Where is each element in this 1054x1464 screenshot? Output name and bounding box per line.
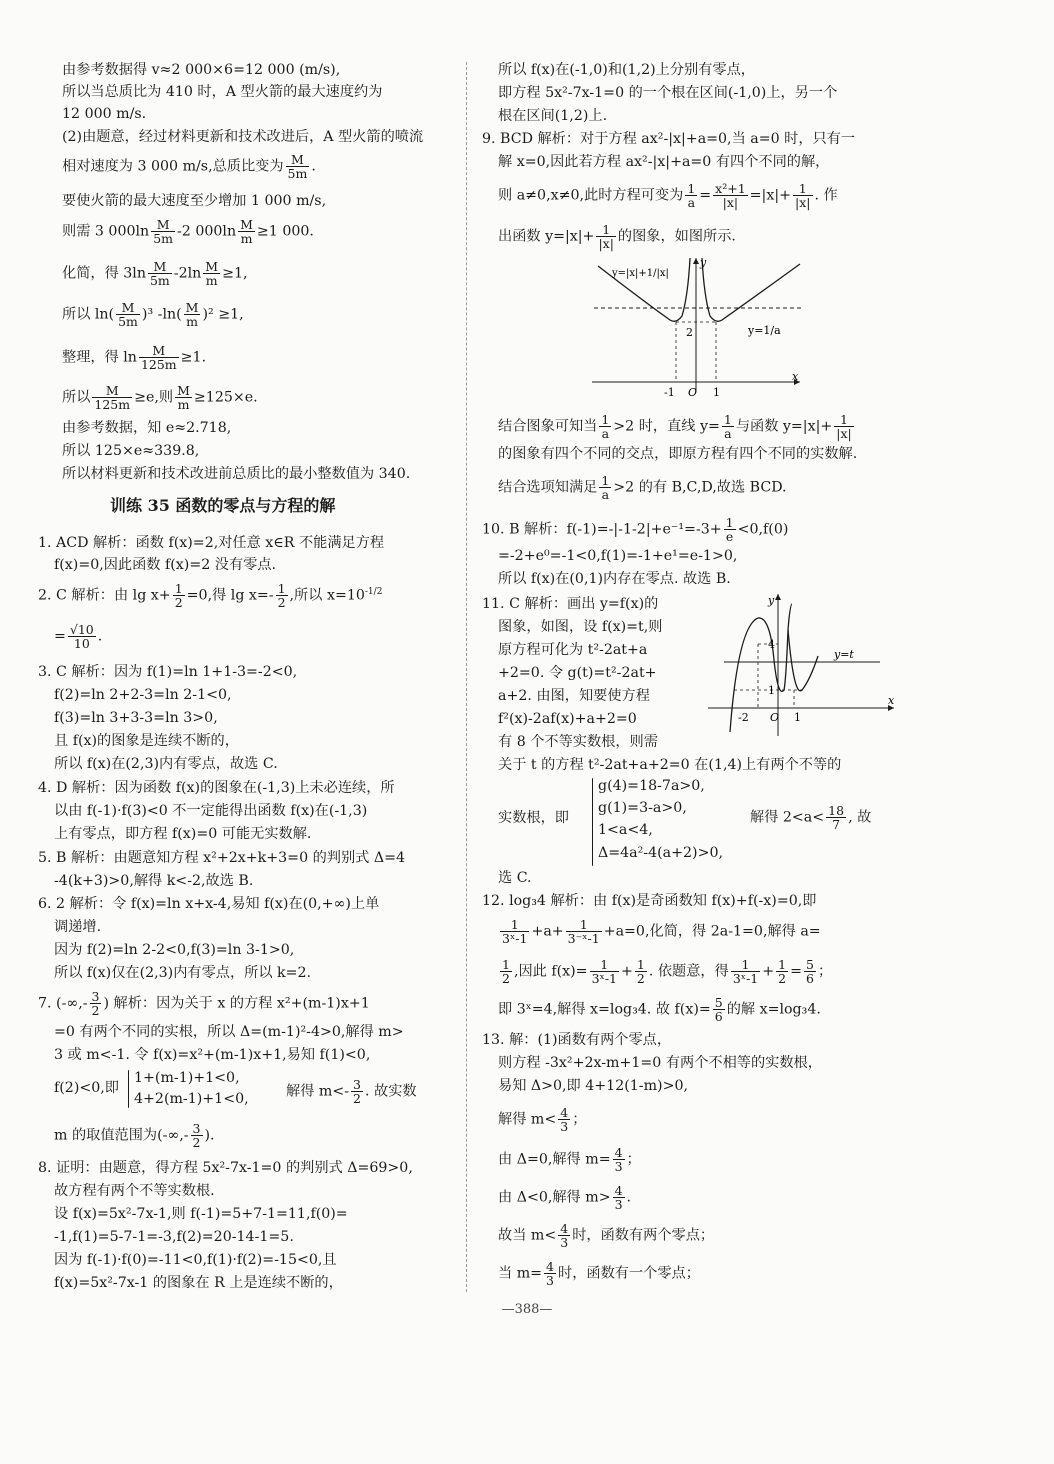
- svg-text:1: 1: [713, 386, 720, 396]
- figure-11-graph: [704, 590, 900, 740]
- text-line: =-2+e⁰=-1<0,f(1)=-1+e¹=e-1>0,: [498, 548, 738, 564]
- text-line: f(2)=ln 2+2-3=ln 2-1<0,: [54, 687, 232, 703]
- system-brace: [128, 1070, 129, 1108]
- text-line: 由 Δ<0,解得 m> $\frac{4}{3}$ .: [498, 1183, 632, 1212]
- text-line: 所以材料更新和技术改进前总质比的最小整数值为 340.: [62, 466, 411, 482]
- text-line: 则需 3 000ln $\frac{M}{5m}$ -2 000ln $\frac{M}{m}$ ≥1 000.: [62, 217, 314, 246]
- svg-text:x: x: [888, 694, 895, 707]
- svg-text:1: 1: [794, 711, 801, 724]
- text-line: 要使火箭的最大速度至少增加 1 000 m/s,: [62, 193, 327, 209]
- text-line: 所以 f(x)在(-1,0)和(1,2)上分别有零点，: [498, 62, 755, 78]
- y-axis-arrow: [775, 594, 781, 600]
- text-line: +2=0. 令 g(t)=t²-2at+: [498, 665, 657, 681]
- text-line: 原方程可化为 t²-2at+a: [498, 642, 648, 658]
- text-line: 根在区间(1,2)上.: [498, 108, 608, 124]
- text-line: = $\frac{√10}{10}$ .: [54, 622, 103, 651]
- text-line: (2)由题意，经过材料更新和技术改进后，A 型火箭的喷流: [62, 129, 424, 145]
- text-line: 6. 2 解析：令 f(x)=ln x+x-4,易知 f(x)在(0,+∞)上单: [38, 896, 380, 912]
- text-line: 解得 2<a< $\frac{18}{7}$ , 故: [750, 803, 872, 832]
- text-line: f(2)<0,即: [54, 1080, 119, 1096]
- text-line: f(x)=5x²-7x-1 的图象在 R 上是连续不断的，: [54, 1275, 343, 1291]
- page-number: —388—: [501, 1302, 553, 1317]
- text-line: Δ=4a²-4(a+2)>0,: [598, 845, 723, 861]
- text-line: 故方程有两个不等实数根.: [54, 1183, 215, 1199]
- text-line: 整理，得 ln $\frac{M}{125m}$ ≥1.: [62, 343, 207, 372]
- text-line: 实数根，即: [498, 810, 569, 826]
- text-line: 由参考数据得 v≈2 000×6=12 000 (m/s),: [62, 62, 341, 78]
- text-line: $\frac{1}{\text{3ˣ-1}}$ +a+ $\frac{1}{\text{3⁻ˣ-1}}$ +a=0,化简，得 2a-1=0,解得 a=: [502, 917, 821, 946]
- fraction: $\frac{M}{5m}$: [287, 152, 308, 181]
- text-line: 由参考数据，知 e≈2.718,: [62, 420, 232, 436]
- text-line: 所以当总质比为 410 时，A 型火箭的最大速度约为: [62, 84, 383, 100]
- text-line: -1,f(1)=5-7-1=-3,f(2)=20-14-1=5.: [54, 1229, 294, 1245]
- text-line: 由 Δ=0,解得 m= $\frac{4}{3}$ ；: [498, 1145, 641, 1174]
- text-line: 出函数 y=|x|+ $\frac{1}{|x|}$ 的图象，如图所示.: [498, 222, 736, 251]
- text-line: 所以 $\frac{M}{125m}$ ≥e,则 $\frac{M}{m}$ ≥125×e.: [62, 383, 258, 412]
- text-line: =0 有两个不同的实根，所以 Δ=(m-1)²-4>0,解得 m>: [54, 1024, 404, 1040]
- text-line: 相对速度为 3 000 m/s,总质比变为 $\frac{M}{5m}$ .: [62, 152, 316, 181]
- svg-text:O: O: [688, 386, 698, 396]
- text-line: 解 x=0,因此若方程 ax²-|x|+a=0 有四个不同的解，: [498, 154, 830, 170]
- svg-text:-1: -1: [664, 386, 675, 396]
- text-line: 且 f(x)的图象是连续不断的，: [54, 733, 239, 749]
- svg-text:y: y: [768, 594, 775, 607]
- text-line: g(4)=18-7a>0,: [598, 778, 705, 794]
- column-divider: [466, 62, 467, 1292]
- text-line: -4(k+3)>0,解得 k<-2,故选 B.: [54, 873, 254, 889]
- curve-right-branch: [702, 258, 800, 321]
- text-line: 所以 f(x)在(0,1)内存在零点. 故选 B.: [498, 571, 731, 587]
- text-line: 因为 f(2)=ln 2-2<0,f(3)=ln 3-1>0,: [54, 942, 295, 958]
- text-line: 4+2(m-1)+1<0,: [134, 1091, 249, 1107]
- svg-text:x: x: [792, 370, 799, 383]
- svg-text:1: 1: [768, 684, 775, 697]
- text-line: 10. B 解析：f(-1)=-|-1-2|+e⁻¹=-3+ $\frac{1}{e}$ <0,f(0): [482, 515, 789, 544]
- text-line: 11. C 解析：画出 y=f(x)的: [482, 596, 659, 612]
- text-line: 12 000 m/s.: [62, 106, 147, 122]
- text-line: 有 8 个不等实数根，则需: [498, 734, 658, 750]
- text-line: 8. 证明：由题意，得方程 5x²-7x-1=0 的判别式 Δ=69>0,: [38, 1160, 413, 1176]
- text-line: f(x)=0,因此函数 f(x)=2 没有零点.: [54, 557, 277, 573]
- text-line: m 的取值范围为(-∞,- $\frac{3}{2}$ ).: [54, 1121, 215, 1150]
- text-line: 12. log₃4 解析：由 f(x)是奇函数知 f(x)+f(-x)=0,即: [482, 893, 817, 909]
- text-line: 所以 f(x)在(2,3)内有零点，故选 C.: [54, 756, 278, 772]
- system-brace: [592, 778, 593, 866]
- text-line: 图象，如图，设 f(x)=t,则: [498, 619, 663, 635]
- line-label: y=t: [834, 648, 854, 661]
- text-line: 结合选项知满足 $\frac{1}{a}$ >2 的有 B,C,D,故选 BCD.: [498, 473, 787, 502]
- text-line: 易知 Δ>0,即 4+12(1-m)>0,: [498, 1078, 688, 1094]
- text-line: $\frac{1}{2}$ ,因此 f(x)= $\frac{1}{\text{3ˣ-1}}$ + $\frac{1}{2}$ . 依题意，得 $\frac{1}{\text{3ˣ-1}}$ + $\frac{1}{2}$ = $\frac{5}{6}$ ；: [502, 957, 833, 986]
- text-line: 以由 f(-1)·f(3)<0 不一定能得出函数 f(x)在(-1,3): [54, 803, 368, 819]
- figure-9-graph: [590, 256, 806, 396]
- text-line: f²(x)-2af(x)+a+2=0: [498, 711, 637, 727]
- text-line: 3 或 m<-1. 令 f(x)=x²+(m-1)x+1,易知 f(1)<0,: [54, 1047, 371, 1063]
- text-line: 上有零点，即方程 f(x)=0 可能无实数解.: [54, 826, 312, 842]
- text-line: 所以 f(x)仅在(2,3)内有零点，所以 k=2.: [54, 965, 312, 981]
- svg-text:O: O: [770, 711, 780, 724]
- text-line: 所以 ln( $\frac{M}{5m}$ )³ -ln( $\frac{M}{m}$ )² ≥1,: [62, 300, 244, 329]
- text-line: 解得 m<- $\frac{3}{2}$ . 故实数: [286, 1077, 417, 1106]
- svg-text:y: y: [700, 256, 707, 269]
- text-line: 故当 m< $\frac{4}{3}$ 时，函数有两个零点；: [498, 1221, 715, 1250]
- text-line: 所以 125×e≈339.8,: [62, 443, 200, 459]
- svg-text:-2: -2: [738, 711, 749, 724]
- text-line: 5. B 解析：由题意知方程 x²+2x+k+3=0 的判别式 Δ=4: [38, 850, 406, 866]
- text-line: 调递增.: [54, 919, 102, 935]
- text-line: 4. D 解析：因为函数 f(x)的图象在(-1,3)上未必连续，所: [38, 780, 395, 796]
- text-line: 3. C 解析：因为 f(1)=ln 1+1-3=-2<0,: [38, 664, 298, 680]
- text-line: 因为 f(-1)·f(0)=-11<0,f(1)·f(2)=-15<0,且: [54, 1252, 337, 1268]
- text-line: 1. ACD 解析：函数 f(x)=2,对任意 x∈R 不能满足方程: [38, 535, 385, 551]
- text-line: g(1)=3-a>0,: [598, 800, 687, 816]
- text-line: 结合图象可知当 $\frac{1}{a}$ >2 时，直线 y= $\frac{1}{a}$ 与函数 y=|x|+ $\frac{1}{|x|}$: [498, 412, 852, 441]
- text-line: 则 a≠0,x≠0,此时方程可变为 $\frac{1}{a}$ = $\frac{\text{x²+1}}{|x|}$ =|x|+ $\frac{1}{|x|}$ . 作: [498, 181, 838, 210]
- svg-text:4: 4: [768, 638, 775, 651]
- curve-label: y=|x|+1/|x|: [612, 268, 669, 279]
- text-line: 1<a<4,: [598, 822, 653, 838]
- text-line: 解得 m< $\frac{4}{3}$ ；: [498, 1105, 587, 1134]
- text-line: 当 m= $\frac{4}{3}$ 时，函数有一个零点；: [498, 1259, 700, 1288]
- line-label: y=1/a: [748, 324, 781, 337]
- text-line: 2. C 解析：由 lg x+ $\frac{1}{2}$ =0,得 lg x=- $\frac{1}{2}$ ,所以 $x=10^{-1/2}$: [38, 581, 383, 611]
- text-line: 即 3ˣ=4,解得 x=log₃4. 故 f(x)= $\frac{5}{6}$ 的解 x=log₃4.: [498, 995, 821, 1024]
- text-line: 9. BCD 解析：对于方程 ax²-|x|+a=0,当 a=0 时，只有一: [482, 131, 856, 147]
- text-line: 关于 t 的方程 t²-2at+a+2=0 在(1,4)上有两个不等的: [498, 757, 842, 773]
- text-line: 的图象有四个不同的交点，即原方程有四个不同的实数解.: [498, 446, 858, 462]
- text-line: 13. 解：(1)函数有两个零点，: [482, 1032, 672, 1048]
- text-line: f(3)=ln 3+3-3=ln 3>0,: [54, 710, 218, 726]
- y-axis-arrow: [693, 258, 699, 264]
- text-line: a+2. 由图，知要使方程: [498, 688, 650, 704]
- text-line: 化简，得 3ln $\frac{M}{5m}$ -2ln $\frac{M}{m}$ ≥1,: [62, 259, 248, 288]
- text-line: 即方程 5x²-7x-1=0 的一个根在区间(-1,0)上，另一个: [498, 85, 838, 101]
- section-heading: 训练 35 函数的零点与方程的解: [110, 496, 336, 515]
- curve-right: [788, 630, 818, 691]
- text-line: 7. (-∞,- $\frac{3}{2}$ ) 解析：因为关于 x 的方程 x²+(m-1)x+1: [38, 989, 370, 1018]
- svg-text:2: 2: [686, 326, 693, 339]
- text-line: 设 f(x)=5x²-7x-1,则 f(-1)=5+7-1=11,f(0)=: [54, 1206, 348, 1222]
- text-line: 则方程 -3x²+2x-m+1=0 有两个不相等的实数根，: [498, 1055, 822, 1071]
- text-line: 选 C.: [498, 870, 532, 886]
- text-line: 1+(m-1)+1<0,: [134, 1070, 240, 1086]
